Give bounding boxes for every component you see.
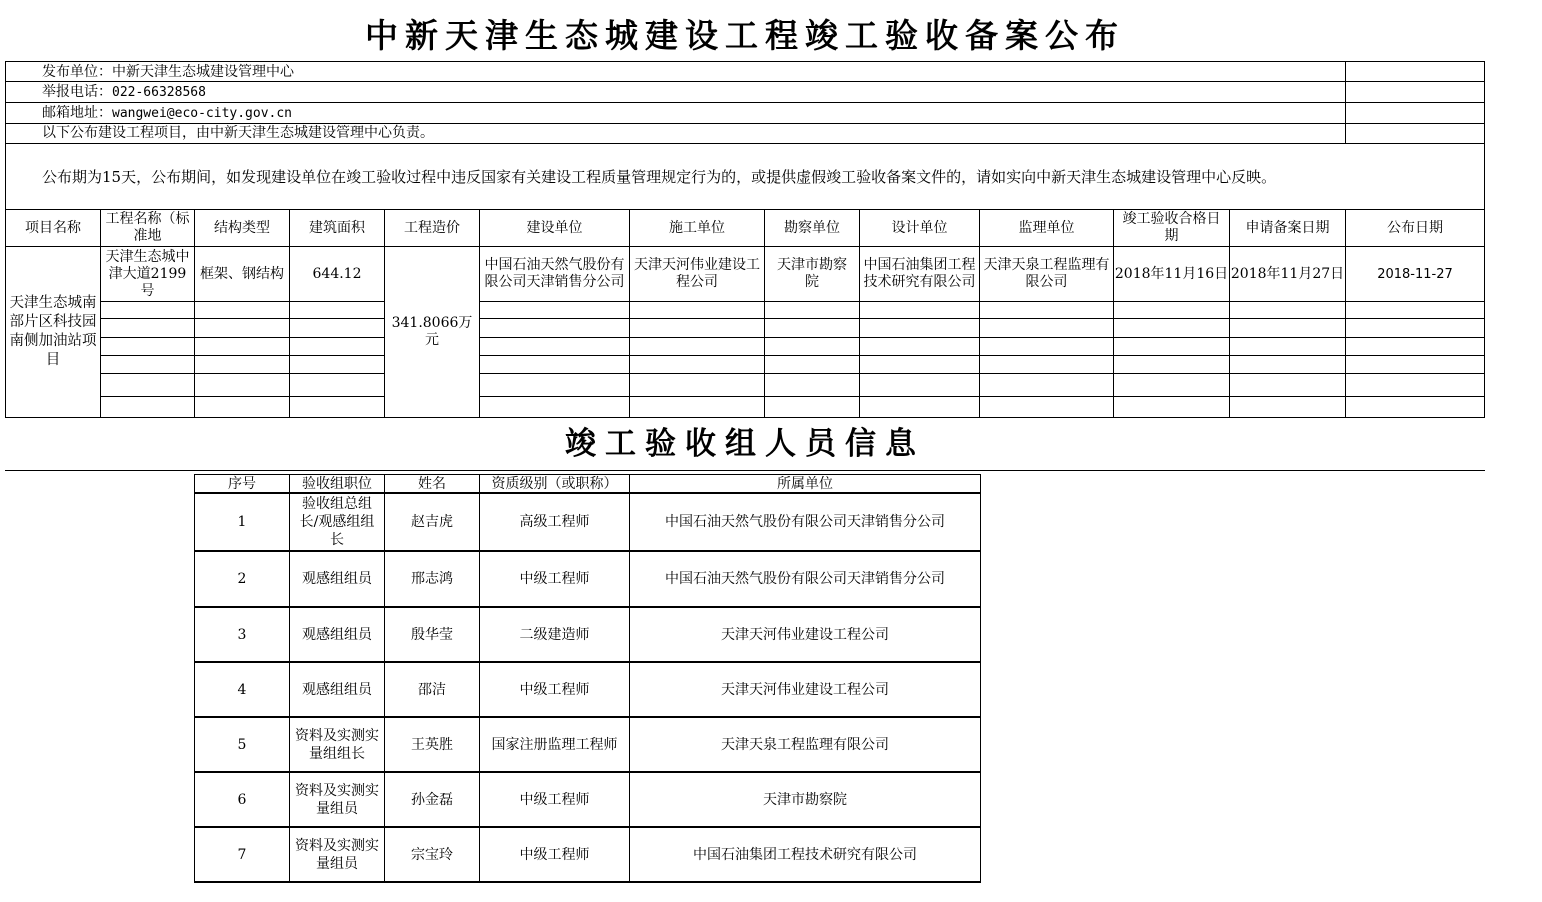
table-header-row xyxy=(195,475,981,494)
divider xyxy=(480,337,1485,338)
member-unit: 中国石油集团工程技术研究有限公司 xyxy=(630,827,981,882)
member-name: 王英胜 xyxy=(385,717,480,772)
col-header: 工程名称（标准地 xyxy=(105,211,190,244)
divider xyxy=(480,355,1485,356)
publish-date: 2018-11-27 xyxy=(1377,266,1453,282)
col-header: 申请备案日期 xyxy=(1245,219,1330,236)
col-header: 建筑面积 xyxy=(309,219,365,236)
col-header: 结构类型 xyxy=(214,219,270,236)
member-no: 6 xyxy=(195,772,290,827)
member-level: 中级工程师 xyxy=(480,662,630,717)
filing-date: 2018年11月27日 xyxy=(1230,265,1345,282)
acceptance-date: 2018年11月16日 xyxy=(1114,265,1229,282)
member-no: 2 xyxy=(195,551,290,607)
member-no: 7 xyxy=(195,827,290,882)
member-name: 宗宝玲 xyxy=(385,827,480,882)
col-header: 竣工验收合格日期 xyxy=(1122,211,1221,244)
supervision-unit: 天津天泉工程监理有限公司 xyxy=(983,257,1110,290)
phone-label: 举报电话： xyxy=(42,84,112,100)
col-header: 勘察单位 xyxy=(784,219,840,236)
design-unit: 中国石油集团工程技术研究有限公司 xyxy=(863,257,976,290)
member-name: 殷华莹 xyxy=(385,607,480,662)
divider xyxy=(100,337,385,338)
building-area: 644.12 xyxy=(312,265,362,282)
publisher-label: 发布单位： xyxy=(42,64,112,80)
notice: 公布期为15天，公布期间，如发现建设单位在竣工验收过程中违反国家有关建设工程质量管理规定行为的，或提供虚假竣工验收备案文件的，请如实向中新天津生态城建设管理中心反映。 xyxy=(42,168,1277,186)
table-row xyxy=(195,493,981,551)
col-header: 设计单位 xyxy=(891,219,948,236)
publisher: 中新天津生态城建设管理中心 xyxy=(112,64,294,80)
col-header: 项目名称 xyxy=(25,219,81,236)
team-table xyxy=(194,474,981,883)
email-label: 邮箱地址： xyxy=(42,105,112,121)
member-position: 观感组组员 xyxy=(290,662,385,717)
construction-unit: 天津天河伟业建设工程公司 xyxy=(634,257,760,290)
member-level: 中级工程师 xyxy=(480,772,630,827)
member-no: 5 xyxy=(195,717,290,772)
col-header: 施工单位 xyxy=(669,219,725,236)
divider xyxy=(1345,61,1346,144)
member-level: 二级建造师 xyxy=(480,607,630,662)
project-name: 天津生态城南部片区科技园南侧加油站项目 xyxy=(9,295,97,368)
project-cost: 341.8066万元 xyxy=(391,315,473,348)
email: wangwei@eco-city.gov.cn xyxy=(112,106,293,121)
col-header: 建设单位 xyxy=(526,219,583,236)
member-unit: 中国石油天然气股份有限公司天津销售分公司 xyxy=(630,493,981,551)
member-position: 验收组总组长/观感组组长 xyxy=(290,493,385,551)
member-position: 资料及实测实量组组长 xyxy=(290,717,385,772)
member-position: 资料及实测实量组员 xyxy=(290,827,385,882)
col-header: 公布日期 xyxy=(1387,219,1443,236)
col-header: 所属单位 xyxy=(630,475,981,494)
divider xyxy=(100,355,385,356)
divider xyxy=(480,373,1485,374)
col-header: 资质级别（或职称） xyxy=(480,475,630,494)
structure-type: 框架、钢结构 xyxy=(200,265,284,282)
col-header: 工程造价 xyxy=(404,219,460,236)
divider xyxy=(5,143,1485,144)
divider xyxy=(5,470,1485,471)
table-row xyxy=(195,772,981,827)
member-no: 4 xyxy=(195,662,290,717)
member-name: 邵洁 xyxy=(385,662,480,717)
builder-unit: 中国石油天然气股份有限公司天津销售分公司 xyxy=(484,257,625,290)
member-level: 中级工程师 xyxy=(480,551,630,607)
col-header: 序号 xyxy=(195,475,290,494)
publisher-line xyxy=(42,63,294,81)
member-no: 3 xyxy=(195,607,290,662)
phone: 022-66328568 xyxy=(112,85,206,100)
divider xyxy=(480,396,1485,397)
member-unit: 中国石油天然气股份有限公司天津销售分公司 xyxy=(630,551,981,607)
survey-unit: 天津市勘察院 xyxy=(777,257,847,290)
engineering-name: 天津生态城中津大道2199号 xyxy=(105,248,190,299)
table-row xyxy=(195,827,981,882)
table-row xyxy=(195,662,981,717)
phone-line xyxy=(42,83,206,102)
member-unit: 天津市勘察院 xyxy=(630,772,981,827)
divider xyxy=(5,102,1485,103)
table-row xyxy=(195,551,981,607)
member-position: 观感组组员 xyxy=(290,551,385,607)
col-header: 监理单位 xyxy=(1018,219,1075,236)
table-row xyxy=(195,607,981,662)
email-line xyxy=(42,104,292,123)
divider xyxy=(100,301,385,302)
member-name: 赵吉虎 xyxy=(385,493,480,551)
col-header: 验收组职位 xyxy=(290,475,385,494)
team-title: 竣工验收组人员信息 xyxy=(565,426,925,462)
member-level: 中级工程师 xyxy=(480,827,630,882)
member-unit: 天津天泉工程监理有限公司 xyxy=(630,717,981,772)
member-level: 国家注册监理工程师 xyxy=(480,717,630,772)
member-name: 邢志鸿 xyxy=(385,551,480,607)
member-name: 孙金磊 xyxy=(385,772,480,827)
divider xyxy=(5,61,1485,62)
member-unit: 天津天河伟业建设工程公司 xyxy=(630,662,981,717)
divider xyxy=(5,417,1485,418)
member-no: 1 xyxy=(195,493,290,551)
divider xyxy=(480,318,1485,319)
table-row xyxy=(195,717,981,772)
divider xyxy=(480,301,1485,302)
divider xyxy=(100,396,385,397)
member-level: 高级工程师 xyxy=(480,493,630,551)
page-title: 中新天津生态城建设工程竣工验收备案公布 xyxy=(365,16,1125,55)
statement: 以下公布建设工程项目，由中新天津生态城建设管理中心负责。 xyxy=(42,125,434,141)
member-position: 观感组组员 xyxy=(290,607,385,662)
divider xyxy=(1484,61,1485,418)
member-unit: 天津天河伟业建设工程公司 xyxy=(630,607,981,662)
col-header: 姓名 xyxy=(385,475,480,494)
divider xyxy=(100,373,385,374)
member-position: 资料及实测实量组员 xyxy=(290,772,385,827)
divider xyxy=(5,81,1485,82)
divider xyxy=(100,318,385,319)
